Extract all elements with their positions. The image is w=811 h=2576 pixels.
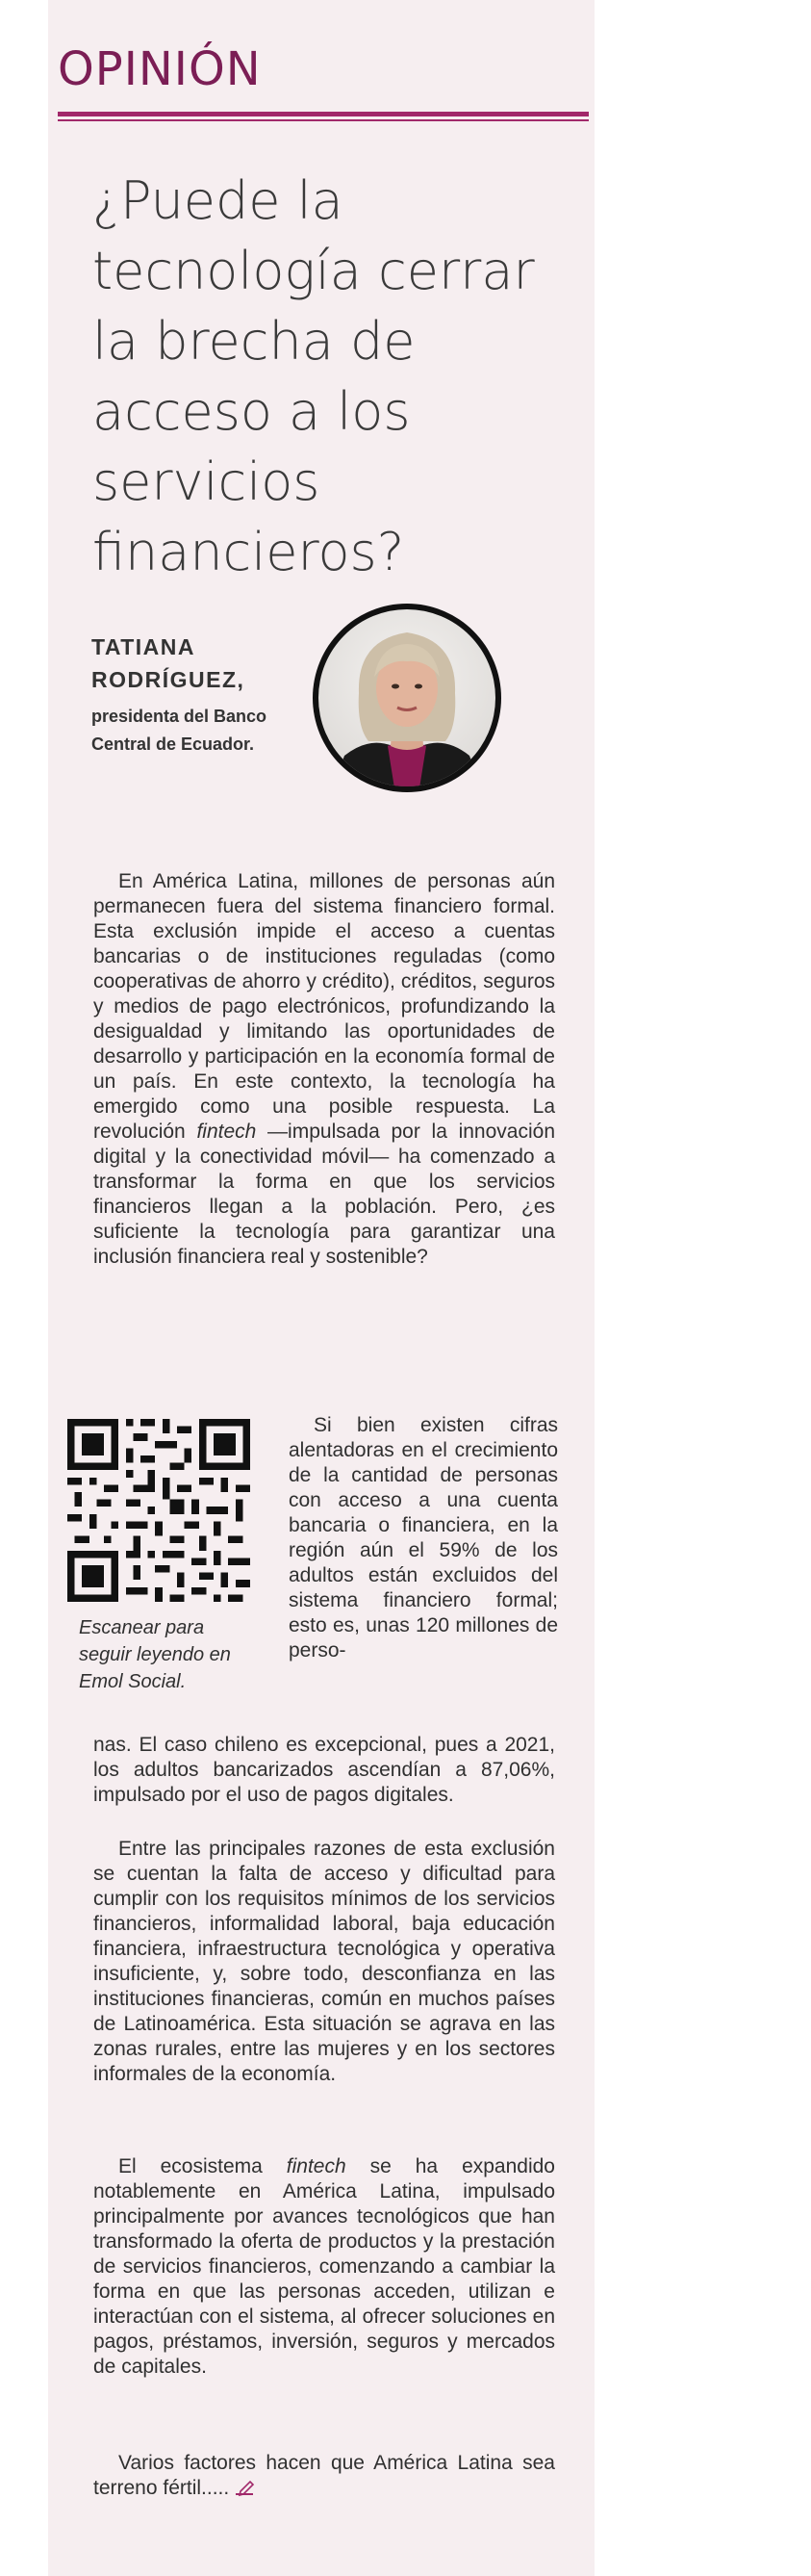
paragraph-4-start: El ecosistema (118, 2155, 263, 2177)
author-avatar (311, 602, 503, 794)
qr-code-icon[interactable] (67, 1419, 250, 1602)
paragraph-2-side (289, 1413, 558, 1663)
paragraph-5 (93, 2451, 555, 2501)
author-role: presidenta del Banco Central de Ecuador. (91, 707, 267, 754)
qr-caption: Escanear para seguir leyendo en Emol Social. (79, 1617, 231, 1692)
section-rule-thin (58, 119, 589, 121)
paragraph-4 (93, 2154, 555, 2380)
paragraph-3-text: Entre las principales razones de esta exclusión se cuentan la falta de acceso y dificultad para cumplir con los requisitos mínimos de los servicios financieros, informalidad laboral, baja educación financiera, infraestructura tecnológica y operativa insuficiente, y, sobre todo, desconfianza en las instituciones financieras, común en muchos países de Latinoamérica. Esta situación se agrava en las zonas rurales, entre las mujeres y en los sectores informales de la economía. (93, 1838, 555, 2085)
fintech-term: fintech (286, 2155, 346, 2177)
fintech-term: fintech (196, 1121, 257, 1143)
section-label: OPINIÓN (58, 42, 262, 96)
paragraph-5-text: Varios factores hacen que América Latina sea terreno fértil..... (93, 2452, 555, 2499)
author-name: TATIANA RODRÍGUEZ, (91, 634, 245, 692)
paragraph-2-rest-text: nas. El caso chileno es excepcional, pues a 2021, los adultos bancarizados ascendían a 87,06%, impulsado por el uso de pagos digitales. (93, 1734, 555, 1806)
paragraph-1-continued: —impulsada por la innovación digital y la conectividad móvil— ha comenzado a transformar la forma en que los servicios financieros llegan a la población. Pero, ¿es suficiente la tecnología para garantizar una inclusión financiera real y sostenible? (93, 1121, 555, 1268)
paragraph-2-rest (93, 1733, 555, 1808)
pen-icon (235, 2478, 256, 2497)
paragraph-4-continued: se ha expandido notablemente en América Latina, impulsado principalmente por avances tecnológicos que han transformado la oferta de productos y la prestación de servicios financieros, comenzando a cambiar la forma en que las personas acceden, utilizan e interactúan con el sistema, al ofrecer soluciones en pagos, préstamos, inversión, seguros y mercados de capitales. (93, 2155, 555, 2378)
headline: ¿Puede la tecnología cerrar la brecha de acceso a los servicios financieros? (92, 170, 535, 582)
paragraph-1-text: En América Latina, millones de personas aún permanecen fuera del sistema financiero formal. Esta exclusión impide el acceso a cuentas bancarias o de instituciones reguladas (como cooperativas de ahorro y crédito), créditos, seguros y medios de pago electrónicos, profundizando la desigualdad y limitando las oportunidades de desarrollo y participación en la economía formal de un país. En este contexto, la tecnología ha emergido como una posible respuesta. La revolución (93, 870, 555, 1143)
paragraph-1 (93, 869, 555, 1270)
section-rule (58, 112, 589, 116)
paragraph-2-side-text: Si bien existen cifras alentadoras en el crecimiento de la cantidad de personas con acceso a una cuenta bancaria o financiera, en la región aún el 59% de los adultos están excluidos del sistema financiero formal; esto es, unas 120 millones de perso- (289, 1414, 558, 1662)
paragraph-3 (93, 1837, 555, 2087)
